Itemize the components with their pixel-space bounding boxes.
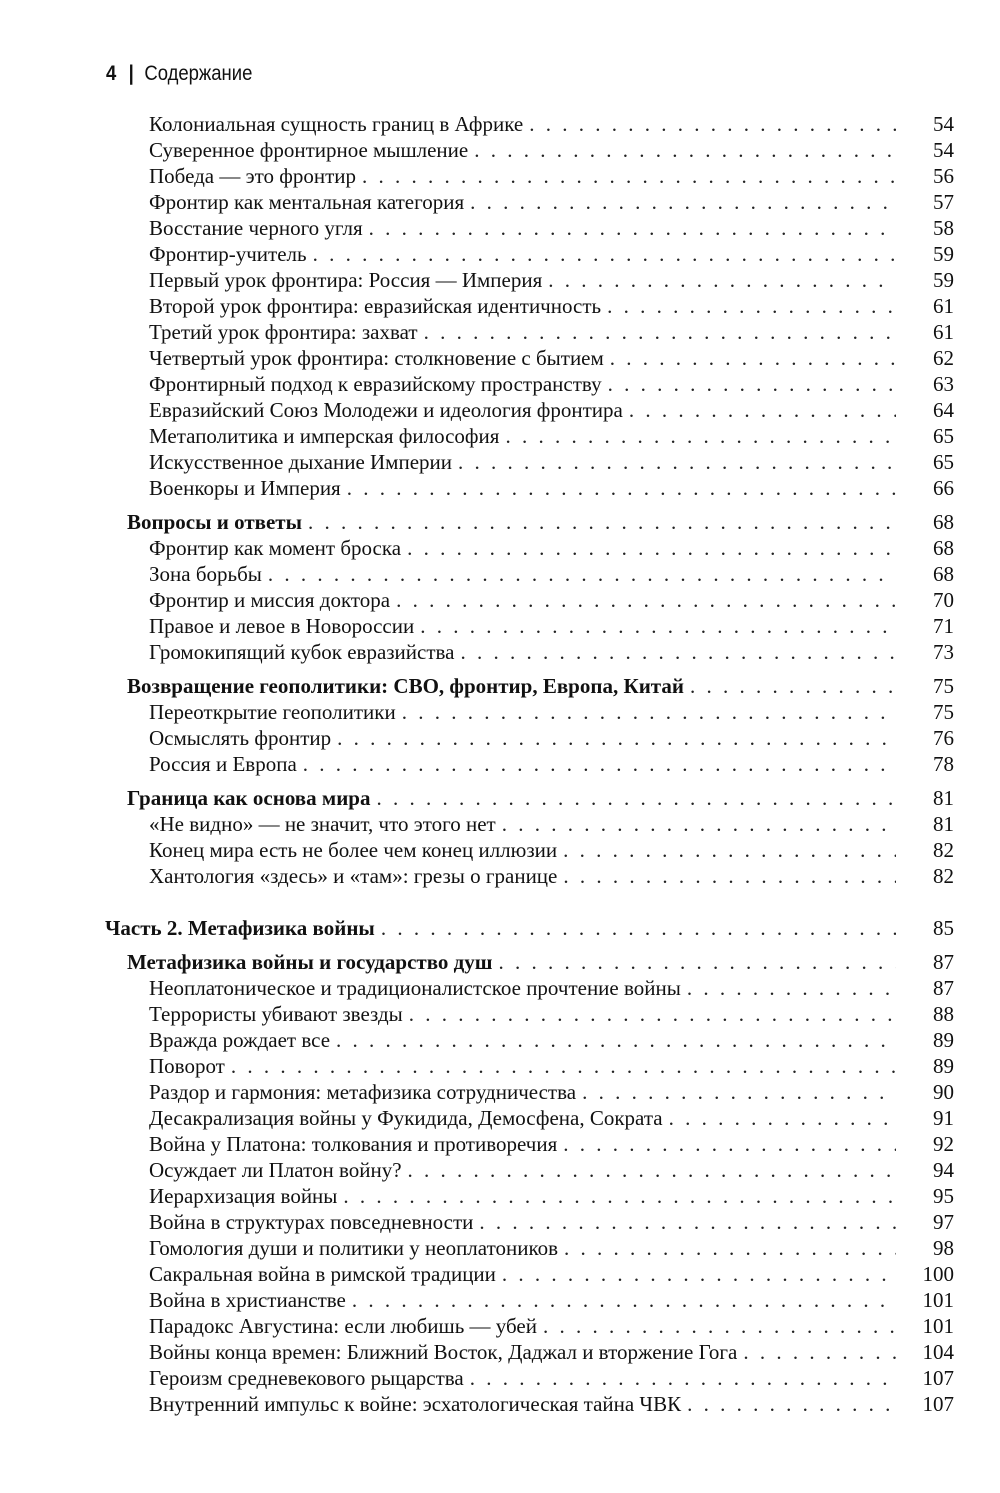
toc-entry-page: 65 <box>933 424 954 448</box>
toc-entry-title: Фронтир и миссия доктора <box>149 588 391 612</box>
toc-section-entry[interactable] <box>0 293 1000 319</box>
toc-entry-title: Метаполитика и имперская философия <box>149 424 500 448</box>
toc-entry-title: Военкоры и Империя <box>149 476 341 500</box>
section-spacer <box>0 777 1000 785</box>
toc-section-entry[interactable] <box>0 111 1000 137</box>
toc-section-entry[interactable] <box>0 1391 1000 1417</box>
toc-entry-page: 107 <box>922 1392 954 1416</box>
toc-entry-title: Метафизика войны и государство душ <box>127 950 493 974</box>
toc-entry-page: 87 <box>933 950 954 974</box>
toc-section-entry[interactable] <box>0 535 1000 561</box>
toc-entry-page: 54 <box>933 138 954 162</box>
toc-part-entry[interactable] <box>0 915 1000 941</box>
toc-entry-page: 97 <box>933 1210 954 1234</box>
toc-section-entry[interactable] <box>0 561 1000 587</box>
dot-leader <box>420 613 896 639</box>
toc-section-entry[interactable] <box>0 863 1000 889</box>
toc-entry-title: Десакрализация войны у Фукидида, Демосфена, Сократа <box>149 1106 663 1130</box>
section-spacer <box>0 941 1000 949</box>
toc-entry-title: Вражда рождает все <box>149 1028 331 1052</box>
toc-entry-title: Война в структурах повседневности <box>149 1210 474 1234</box>
toc-entry-page: 63 <box>933 372 954 396</box>
toc-entry-page: 78 <box>933 752 954 776</box>
toc-chapter-entry[interactable] <box>0 509 1000 535</box>
dot-leader <box>409 1001 896 1027</box>
toc-entry-title: Парадокс Августина: если любишь — убей <box>149 1314 537 1338</box>
dot-leader <box>313 241 896 267</box>
toc-entry-title: Гомология души и политики у неоплатоников <box>149 1236 558 1260</box>
toc-entry-page: 91 <box>933 1106 954 1130</box>
toc-entry-page: 81 <box>933 812 954 836</box>
toc-entry-title: Фронтирный подход к евразийскому пространству <box>149 372 602 396</box>
toc-section-entry[interactable] <box>0 1131 1000 1157</box>
dot-leader <box>343 1183 896 1209</box>
toc-entry-title: Осмыслять фронтир <box>149 726 332 750</box>
toc-section-entry[interactable] <box>0 319 1000 345</box>
section-spacer <box>0 501 1000 509</box>
running-header <box>106 58 252 90</box>
toc-section-entry[interactable] <box>0 371 1000 397</box>
toc-entry-page: 89 <box>933 1054 954 1078</box>
toc-entry-title: Часть 2. Метафизика войны <box>105 916 375 940</box>
toc-section-entry[interactable] <box>0 345 1000 371</box>
section-spacer <box>0 889 1000 915</box>
toc-entry-title: Героизм средневекового рыцарства <box>149 1366 464 1390</box>
toc-entry-page: 92 <box>933 1132 954 1156</box>
toc-section-entry[interactable] <box>0 587 1000 613</box>
toc-entry-page: 85 <box>933 916 954 940</box>
toc-section-entry[interactable] <box>0 423 1000 449</box>
dot-leader <box>502 1261 896 1287</box>
dot-leader <box>563 1131 896 1157</box>
toc-entry-title: Война в христианстве <box>149 1288 346 1312</box>
toc-entry-page: 75 <box>933 700 954 724</box>
dot-leader <box>479 1209 896 1235</box>
toc-entry-title: Неоплатоническое и традиционалистское прочтение войны <box>149 976 681 1000</box>
toc-section-entry[interactable] <box>0 215 1000 241</box>
dot-leader <box>690 673 896 699</box>
toc-entry-title: Переоткрытие геополитики <box>149 700 396 724</box>
toc-entry-title: Победа — это фронтир <box>149 164 357 188</box>
toc-entry-title: Искусственное дыхание Империи <box>149 450 453 474</box>
toc-entry-page: 87 <box>933 976 954 1000</box>
dot-leader <box>607 293 896 319</box>
toc-section-entry[interactable] <box>0 1053 1000 1079</box>
toc-entry-title: Колониальная сущность границ в Африке <box>149 112 524 136</box>
dot-leader <box>369 215 896 241</box>
toc-section-entry[interactable] <box>0 1157 1000 1183</box>
toc-section-entry[interactable] <box>0 1001 1000 1027</box>
toc-entry-page: 56 <box>933 164 954 188</box>
dot-leader <box>347 475 896 501</box>
toc-section-entry[interactable] <box>0 1105 1000 1131</box>
dot-leader <box>408 1157 896 1183</box>
dot-leader <box>268 561 896 587</box>
toc-entry-page: 59 <box>933 268 954 292</box>
toc-entry-page: 68 <box>933 536 954 560</box>
dot-leader <box>529 111 896 137</box>
dot-leader <box>474 137 896 163</box>
toc-entry-title: Четвертый урок фронтира: столкновение с бытием <box>149 346 604 370</box>
toc-section-entry[interactable] <box>0 449 1000 475</box>
toc-entry-title: Сакральная война в римской традиции <box>149 1262 496 1286</box>
toc-entry-page: 59 <box>933 242 954 266</box>
dot-leader <box>548 267 896 293</box>
dot-leader <box>337 725 896 751</box>
toc-section-entry[interactable] <box>0 163 1000 189</box>
toc-entry-title: Иерархизация войны <box>149 1184 338 1208</box>
toc-entry-title: Фронтир как ментальная категория <box>149 190 465 214</box>
toc-entry-page: 71 <box>933 614 954 638</box>
toc-entry-page: 66 <box>933 476 954 500</box>
toc-entry-page: 68 <box>933 510 954 534</box>
dot-leader <box>608 371 896 397</box>
toc-section-entry[interactable] <box>0 1313 1000 1339</box>
dot-leader <box>499 949 896 975</box>
toc-entry-title: Первый урок фронтира: Россия — Империя <box>149 268 543 292</box>
toc-entry-title: Восстание черного угля <box>149 216 363 240</box>
toc-chapter-entry[interactable] <box>0 949 1000 975</box>
toc-entry-title: Поворот <box>149 1054 225 1078</box>
dot-leader <box>470 189 896 215</box>
toc-section-entry[interactable] <box>0 475 1000 501</box>
toc-entry-page: 61 <box>933 320 954 344</box>
dot-leader <box>424 319 896 345</box>
dot-leader <box>336 1027 896 1053</box>
toc-entry-page: 57 <box>933 190 954 214</box>
toc-entry-title: Возвращение геополитики: СВО, фронтир, Европа, Китай <box>127 674 684 698</box>
toc-section-entry[interactable] <box>0 1339 1000 1365</box>
toc-entry-title: «Не видно» — не значит, что этого нет <box>149 812 496 836</box>
toc-entry-title: Раздор и гармония: метафизика сотрудничества <box>149 1080 577 1104</box>
toc-entry-title: Внутренний импульс к войне: эсхатологическая тайна ЧВК <box>149 1392 682 1416</box>
dot-leader <box>231 1053 896 1079</box>
toc-section-entry[interactable] <box>0 811 1000 837</box>
toc-entry-page: 70 <box>933 588 954 612</box>
toc-entry-title: Евразийский Союз Молодежи и идеология фронтира <box>149 398 623 422</box>
dot-leader <box>402 699 896 725</box>
toc-entry-page: 107 <box>922 1366 954 1390</box>
toc-chapter-entry[interactable] <box>0 785 1000 811</box>
toc-entry-page: 81 <box>933 786 954 810</box>
toc-entry-title: Третий урок фронтира: захват <box>149 320 418 344</box>
toc-entry-title: Террористы убивают звезды <box>149 1002 403 1026</box>
toc-chapter-entry[interactable] <box>0 673 1000 699</box>
toc-entry-page: 58 <box>933 216 954 240</box>
toc-section-entry[interactable] <box>0 189 1000 215</box>
dot-leader <box>687 1391 896 1417</box>
toc-section-entry[interactable] <box>0 1365 1000 1391</box>
toc-entry-title: Вопросы и ответы <box>127 510 303 534</box>
dot-leader <box>610 345 896 371</box>
toc-entry-page: 90 <box>933 1080 954 1104</box>
dot-leader <box>396 587 896 613</box>
toc-entry-page: 101 <box>922 1288 954 1312</box>
toc-entry-page: 82 <box>933 838 954 862</box>
toc-entry-title: Конец мира есть не более чем конец иллюзии <box>149 838 558 862</box>
toc-entry-page: 68 <box>933 562 954 586</box>
toc-entry-title: Граница как основа мира <box>127 786 371 810</box>
dot-leader <box>381 915 896 941</box>
dot-leader <box>543 1313 896 1339</box>
toc-entry-page: 95 <box>933 1184 954 1208</box>
toc-section-entry[interactable] <box>0 1209 1000 1235</box>
toc-entry-page: 88 <box>933 1002 954 1026</box>
dot-leader <box>505 423 896 449</box>
toc-entry-title: Фронтир-учитель <box>149 242 307 266</box>
page-number: 4 <box>106 62 117 85</box>
toc-section-entry[interactable] <box>0 397 1000 423</box>
toc-entry-title: Россия и Европа <box>149 752 297 776</box>
toc-entry-page: 100 <box>922 1262 954 1286</box>
toc-section-entry[interactable] <box>0 613 1000 639</box>
toc-entry-title: Громокипящий кубок евразийства <box>149 640 455 664</box>
toc-section-entry[interactable] <box>0 1261 1000 1287</box>
dot-leader <box>352 1287 896 1313</box>
toc-entry-page: 104 <box>922 1340 954 1364</box>
running-title: Содержание <box>144 62 253 85</box>
toc-section-entry[interactable] <box>0 1287 1000 1313</box>
section-spacer <box>0 665 1000 673</box>
dot-leader <box>461 639 897 665</box>
dot-leader <box>582 1079 896 1105</box>
table-of-contents <box>0 111 1000 1417</box>
toc-entry-page: 89 <box>933 1028 954 1052</box>
toc-section-entry[interactable] <box>0 751 1000 777</box>
dot-leader <box>470 1365 896 1391</box>
toc-entry-page: 101 <box>922 1314 954 1338</box>
dot-leader <box>743 1339 896 1365</box>
toc-entry-page: 65 <box>933 450 954 474</box>
toc-entry-title: Зона борьбы <box>149 562 262 586</box>
toc-entry-page: 64 <box>933 398 954 422</box>
dot-leader <box>563 837 896 863</box>
toc-section-entry[interactable] <box>0 241 1000 267</box>
toc-section-entry[interactable] <box>0 837 1000 863</box>
dot-leader <box>362 163 896 189</box>
toc-section-entry[interactable] <box>0 1183 1000 1209</box>
toc-section-entry[interactable] <box>0 975 1000 1001</box>
toc-entry-title: Фронтир как момент броска <box>149 536 402 560</box>
toc-section-entry[interactable] <box>0 639 1000 665</box>
dot-leader <box>669 1105 896 1131</box>
toc-entry-page: 75 <box>933 674 954 698</box>
toc-entry-page: 61 <box>933 294 954 318</box>
dot-leader <box>308 509 896 535</box>
toc-entry-page: 76 <box>933 726 954 750</box>
toc-entry-title: Война у Платона: толкования и противоречия <box>149 1132 558 1156</box>
header-separator: | <box>128 62 134 85</box>
dot-leader <box>564 1235 896 1261</box>
toc-entry-page: 54 <box>933 112 954 136</box>
dot-leader <box>458 449 896 475</box>
toc-entry-title: Войны конца времен: Ближний Восток, Даджал и вторжение Гога <box>149 1340 738 1364</box>
dot-leader <box>376 785 896 811</box>
toc-entry-page: 98 <box>933 1236 954 1260</box>
dot-leader <box>563 863 896 889</box>
toc-entry-page: 82 <box>933 864 954 888</box>
toc-entry-title: Суверенное фронтирное мышление <box>149 138 469 162</box>
toc-section-entry[interactable] <box>0 137 1000 163</box>
toc-entry-title: Хантология «здесь» и «там»: грезы о границе <box>149 864 558 888</box>
dot-leader <box>407 535 896 561</box>
toc-section-entry[interactable] <box>0 1235 1000 1261</box>
toc-entry-page: 73 <box>933 640 954 664</box>
toc-entry-title: Правое и левое в Новороссии <box>149 614 415 638</box>
toc-section-entry[interactable] <box>0 725 1000 751</box>
dot-leader <box>629 397 896 423</box>
toc-section-entry[interactable] <box>0 1027 1000 1053</box>
dot-leader <box>687 975 896 1001</box>
dot-leader <box>502 811 896 837</box>
toc-section-entry[interactable] <box>0 267 1000 293</box>
toc-entry-page: 62 <box>933 346 954 370</box>
toc-entry-title: Второй урок фронтира: евразийская идентичность <box>149 294 602 318</box>
toc-entry-page: 94 <box>933 1158 954 1182</box>
dot-leader <box>303 751 896 777</box>
toc-entry-title: Осуждает ли Платон войну? <box>149 1158 402 1182</box>
toc-section-entry[interactable] <box>0 699 1000 725</box>
toc-section-entry[interactable] <box>0 1079 1000 1105</box>
